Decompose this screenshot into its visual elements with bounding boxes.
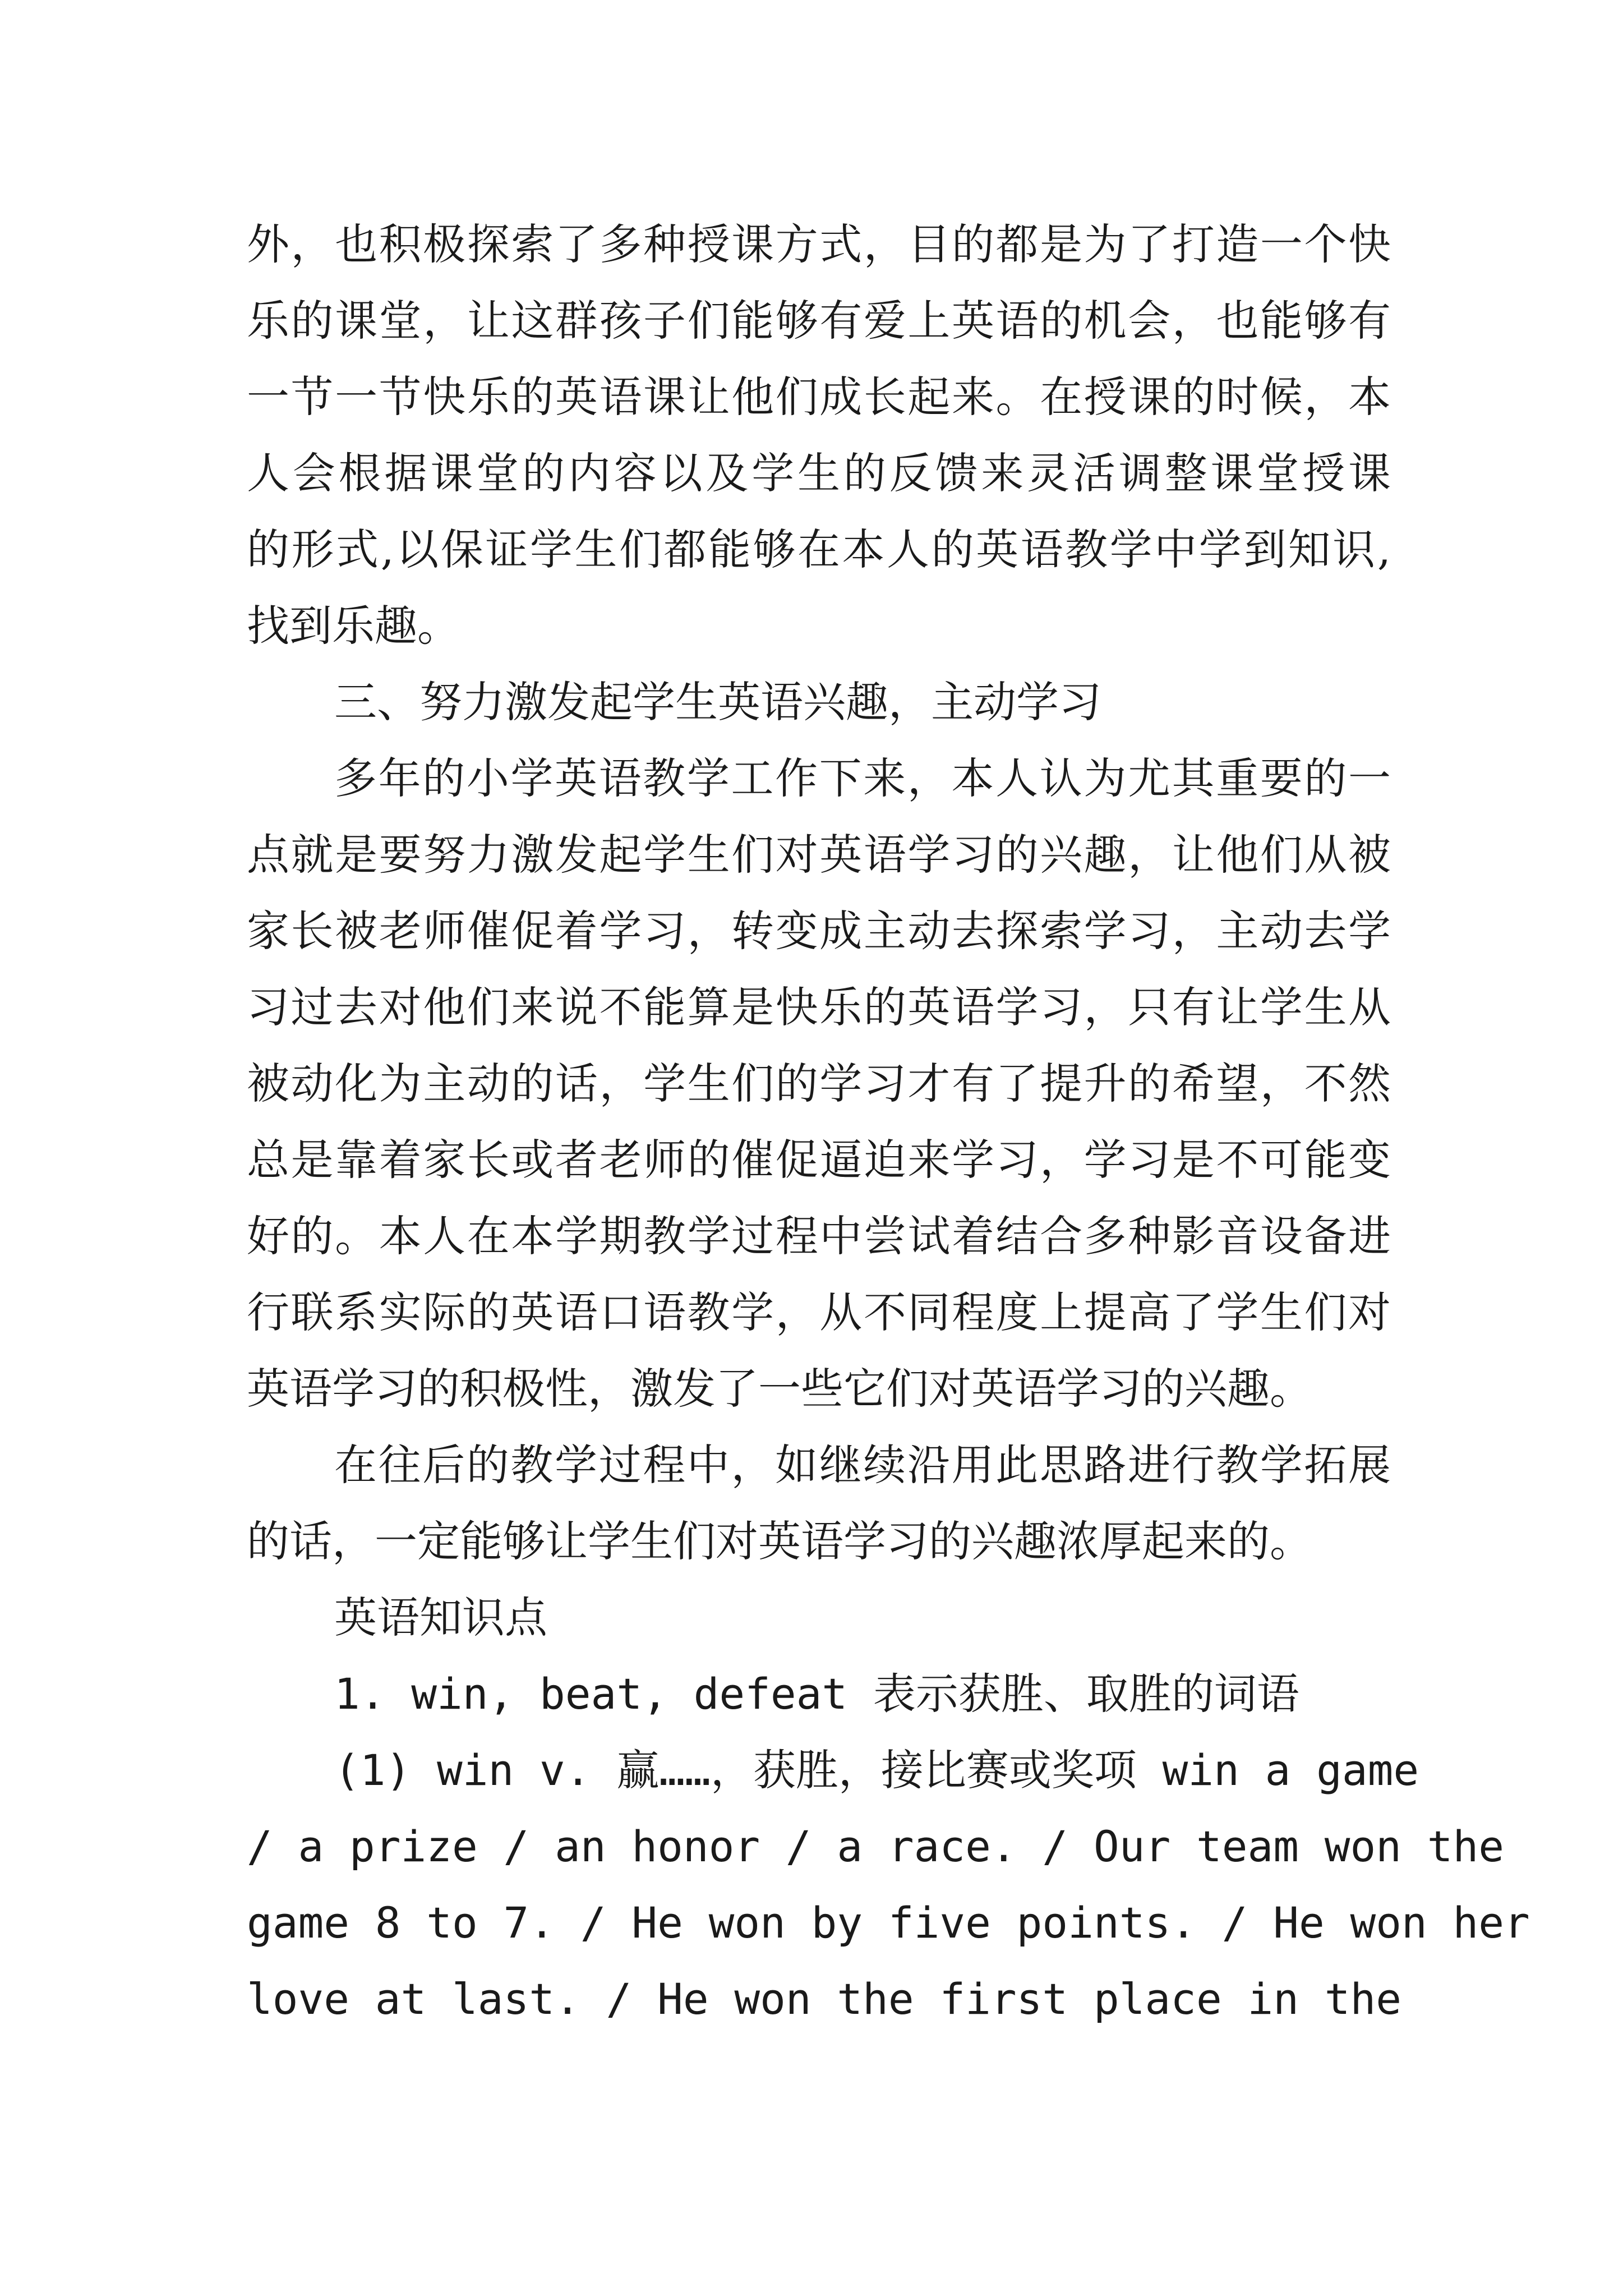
text-line: 被动化为主动的话，学生们的学习才有了提升的希望，不然 — [247, 1059, 1391, 1108]
text-line: 习过去对他们来说不能算是快乐的英语学习，只有让学生从 — [247, 982, 1391, 1032]
text-line: 人会根据课堂的内容以及学生的反馈来灵活调整课堂授课 — [247, 448, 1391, 498]
text-line: 多年的小学英语教学工作下来，本人认为尤其重要的一 — [334, 753, 1391, 803]
text-line: 总是靠着家长或者老师的催促逼迫来学习，学习是不可能变 — [247, 1135, 1391, 1185]
text-line: game 8 to 7. / He won by five points. / He won her — [247, 1898, 1530, 1948]
text-line: / a prize / an honor / a race. / Our team won the — [247, 1821, 1505, 1871]
text-line: 家长被老师催促着学习，转变成主动去探索学习，主动去学 — [247, 906, 1391, 956]
text-line: love at last. / He won the first place in the — [247, 1974, 1402, 2024]
text-line: (1) win v. 赢……，获胜，接比赛或奖项 win a game — [334, 1745, 1419, 1795]
text-line: 点就是要努力激发起学生们对英语学习的兴趣，让他们从被 — [247, 830, 1391, 880]
text-line: 的话，一定能够让学生们对英语学习的兴趣浓厚起来的。 — [247, 1516, 1312, 1566]
text-line: 行联系实际的英语口语教学，从不同程度上提高了学生们对 — [247, 1287, 1391, 1337]
section-heading: 三、努力激发起学生英语兴趣，主动学习 — [334, 677, 1101, 727]
text-line: 好的。本人在本学期教学过程中尝试着结合多种影音设备进 — [247, 1211, 1391, 1261]
document-body — [247, 206, 1530, 2037]
list-item-heading: 1. win, beat, defeat 表示获胜、取胜的词语 — [334, 1669, 1299, 1719]
text-line: 英语学习的积极性，激发了一些它们对英语学习的兴趣。 — [247, 1364, 1312, 1414]
text-line: 乐的课堂，让这群孩子们能够有爱上英语的机会，也能够有 — [247, 296, 1391, 346]
text-line: 在往后的教学过程中，如继续沿用此思路进行教学拓展 — [334, 1440, 1391, 1490]
text-line: 一节一节快乐的英语课让他们成长起来。在授课的时候，本 — [247, 372, 1391, 422]
text-line: 外，也积极探索了多种授课方式，目的都是为了打造一个快 — [247, 219, 1391, 269]
section-heading: 英语知识点 — [334, 1593, 547, 1642]
text-line: 找到乐趣。 — [247, 601, 460, 651]
text-line: 的形式,以保证学生们都能够在本人的英语教学中学到知识, — [247, 524, 1391, 574]
